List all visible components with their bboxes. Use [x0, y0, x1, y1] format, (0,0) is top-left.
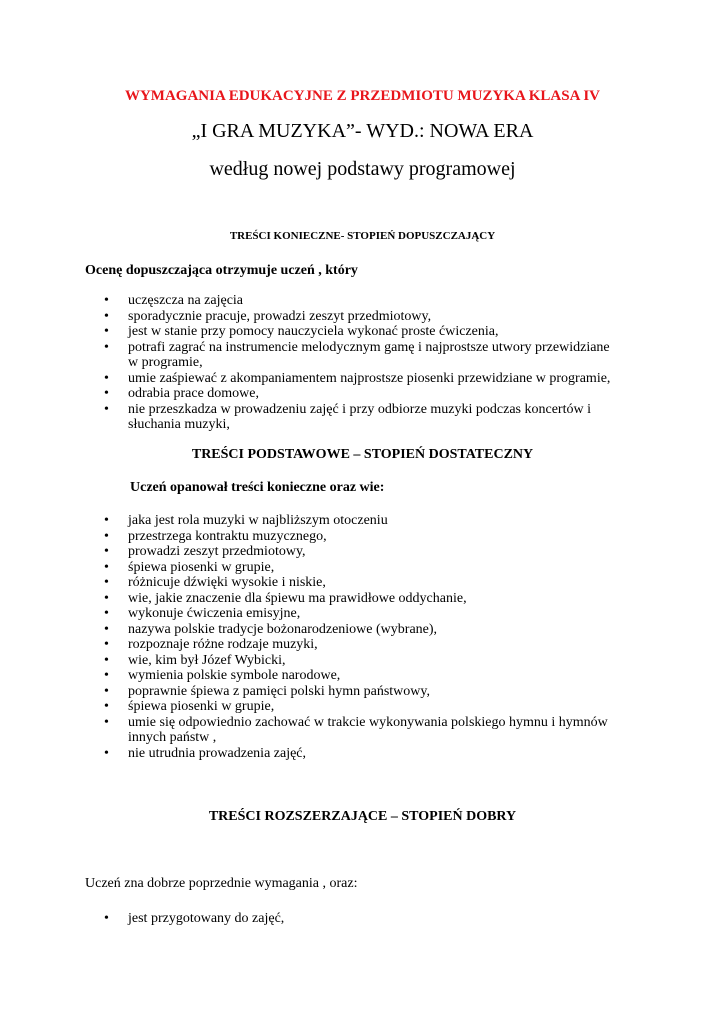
section-3-intro: Uczeń zna dobrze poprzednie wymagania , oraz:: [85, 876, 358, 891]
list-item: • nazywa polskie tradycje bożonarodzeniowe (wybrane),: [0, 622, 618, 638]
section-3-heading: TREŚCI ROZSZERZAJĄCE – STOPIEŃ DOBRY: [208, 809, 517, 824]
list-item: • wie, kim był Józef Wybicki,: [0, 653, 618, 669]
list-item: • nie przeszkadza w prowadzeniu zajęć i przy odbiorze muzyki podczas koncertów i słuchania muzyki,: [0, 402, 618, 433]
textbook-title: „I GRA MUZYKA”- WYD.: NOWA ERA: [191, 120, 534, 142]
section-1-intro: Ocenę dopuszczająca otrzymuje uczeń , który: [85, 263, 358, 278]
list-item: • jest przygotowany do zajęć,: [0, 911, 618, 927]
list-item: • potrafi zagrać na instrumencie melodycznym gamę i najprostsze utwory przewidziane w programie,: [0, 340, 618, 371]
list-item: • śpiewa piosenki w grupie,: [0, 560, 618, 576]
list-item: • przestrzega kontraktu muzycznego,: [0, 529, 618, 545]
section-2-intro: Uczeń opanował treści konieczne oraz wie:: [130, 480, 385, 495]
list-item: • odrabia prace domowe,: [0, 386, 618, 402]
section-2-heading: TREŚCI PODSTAWOWE – STOPIEŃ DOSTATECZNY: [191, 447, 534, 462]
list-item: • umie się odpowiednio zachować w trakcie wykonywania polskiego hymnu i hymnów innych państw ,: [0, 715, 618, 746]
list-item: • różnicuje dźwięki wysokie i niskie,: [0, 575, 618, 591]
section-2-list: [0, 513, 618, 761]
list-item: • wie, jakie znaczenie dla śpiewu ma prawidłowe oddychanie,: [0, 591, 618, 607]
list-item: • poprawnie śpiewa z pamięci polski hymn państwowy,: [0, 684, 618, 700]
curriculum-subtitle: według nowej podstawy programowej: [209, 158, 516, 180]
list-item: • umie zaśpiewać z akompaniamentem najprostsze piosenki przewidziane w programie,: [0, 371, 618, 387]
document-title: WYMAGANIA EDUKACYJNE Z PRZEDMIOTU MUZYKA KLASA IV: [124, 88, 601, 104]
list-item: • sporadycznie pracuje, prowadzi zeszyt przedmiotowy,: [0, 309, 618, 325]
list-item: • jaka jest rola muzyki w najbliższym otoczeniu: [0, 513, 618, 529]
section-1-list: [0, 293, 618, 433]
list-item: • uczęszcza na zajęcia: [0, 293, 618, 309]
list-item: • śpiewa piosenki w grupie,: [0, 699, 618, 715]
list-item: • nie utrudnia prowadzenia zajęć,: [0, 746, 618, 762]
list-item: • rozpoznaje różne rodzaje muzyki,: [0, 637, 618, 653]
list-item: • prowadzi zeszyt przedmiotowy,: [0, 544, 618, 560]
list-item: • wymienia polskie symbole narodowe,: [0, 668, 618, 684]
list-item: • jest w stanie przy pomocy nauczyciela wykonać proste ćwiczenia,: [0, 324, 618, 340]
list-item: • wykonuje ćwiczenia emisyjne,: [0, 606, 618, 622]
section-3-list: [0, 911, 618, 927]
section-1-heading: TREŚCI KONIECZNE- STOPIEŃ DOPUSZCZAJĄCY: [229, 230, 496, 242]
